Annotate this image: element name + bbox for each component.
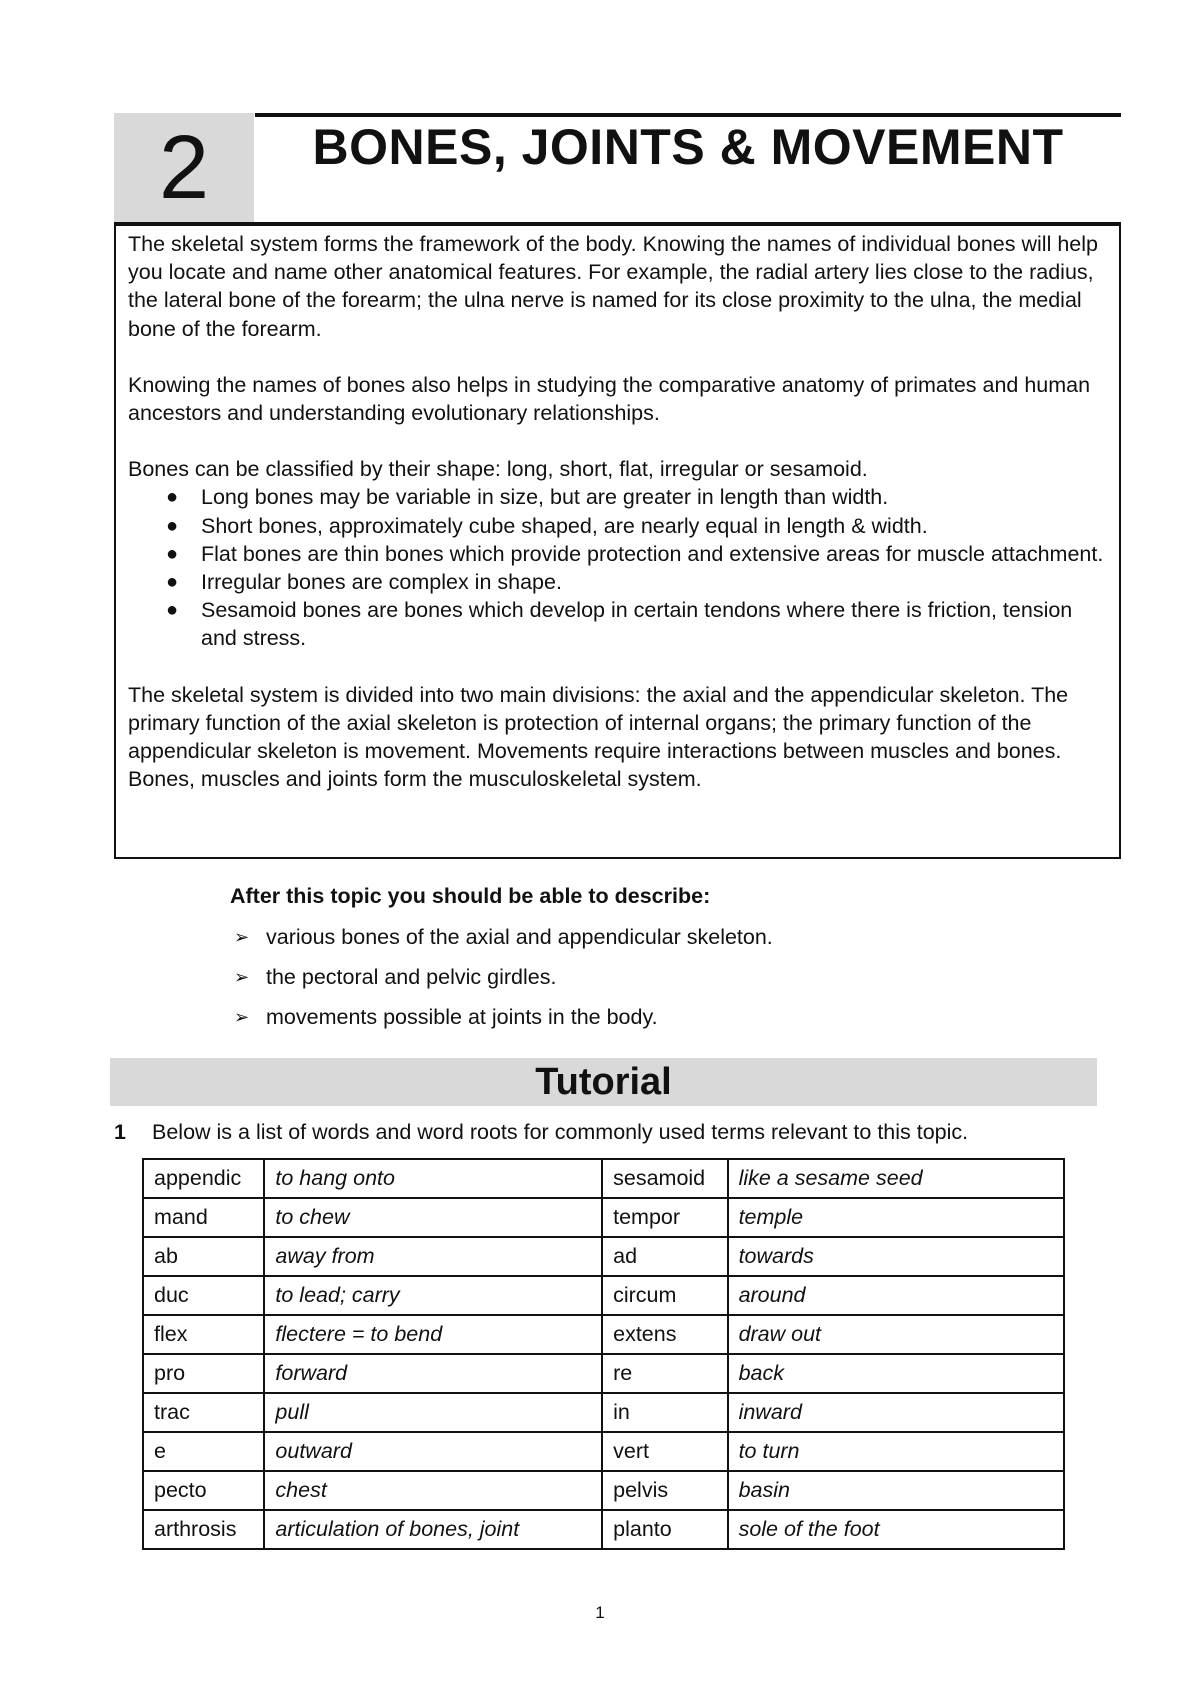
outcome-item [230, 997, 1090, 1037]
title-top-rule [255, 113, 1121, 117]
table-row [143, 1510, 1064, 1549]
meaning-cell: inward [728, 1393, 1064, 1432]
meaning-cell: basin [728, 1471, 1064, 1510]
outcome-item [230, 957, 1090, 997]
page-number: 1 [595, 1603, 605, 1622]
list-item [128, 568, 1107, 596]
arrow-bullet-icon: ➢ [234, 967, 250, 987]
list-item-text: Long bones may be variable in size, but are greater in length than width. [201, 485, 889, 510]
question-number: 1 [114, 1120, 126, 1144]
list-item-text: Flat bones are thin bones which provide protection and extensive areas for muscle attachment. [201, 541, 1104, 566]
bullet-icon: ● [166, 514, 179, 537]
table-row [143, 1471, 1064, 1510]
arrow-bullet-icon: ➢ [234, 1007, 250, 1027]
meaning-cell: forward [264, 1354, 602, 1393]
word-root-cell: ab [143, 1237, 264, 1276]
meaning-cell: back [728, 1354, 1064, 1393]
meaning-cell: flectere = to bend [264, 1315, 602, 1354]
word-root-cell: flex [143, 1315, 264, 1354]
word-root-cell: tempor [602, 1198, 727, 1237]
word-root-cell: vert [602, 1432, 727, 1471]
outcome-text: various bones of the axial and appendicular skeleton. [266, 925, 773, 949]
word-root-cell: extens [602, 1315, 727, 1354]
outcome-item [230, 917, 1090, 957]
table-row [143, 1432, 1064, 1471]
list-item [128, 596, 1107, 652]
table-row [143, 1237, 1064, 1276]
meaning-cell: outward [264, 1432, 602, 1471]
question-text: Below is a list of words and word roots for commonly used terms relevant to this topic. [152, 1120, 969, 1144]
outcome-text: the pectoral and pelvic girdles. [266, 965, 557, 989]
word-root-cell: arthrosis [143, 1510, 264, 1549]
word-root-cell: e [143, 1432, 264, 1471]
intro-paragraph-1: The skeletal system forms the framework of the body. Knowing the names of individual bones will help you locate and name other anatomical features. For example, the radial artery lies close to the radius, the lateral bone of the forearm; the ulna nerve is named for its close proximity to the ulna, the medial bone of the forearm. [128, 232, 1098, 341]
meaning-cell: towards [728, 1237, 1064, 1276]
meaning-cell: to chew [264, 1198, 602, 1237]
tutorial-heading: Tutorial [110, 1058, 1097, 1106]
intro-box [114, 226, 1121, 859]
word-root-cell: circum [602, 1276, 727, 1315]
intro-paragraph-3: Bones can be classified by their shape: long, short, flat, irregular or sesamoid. [128, 457, 868, 482]
word-root-cell: pecto [143, 1471, 264, 1510]
word-roots-table [142, 1158, 1065, 1550]
question-1 [114, 1120, 968, 1145]
word-root-cell: re [602, 1354, 727, 1393]
list-item [128, 540, 1107, 568]
meaning-cell: chest [264, 1471, 602, 1510]
meaning-cell: draw out [728, 1315, 1064, 1354]
bullet-icon: ● [166, 571, 179, 594]
word-root-cell: appendic [143, 1159, 264, 1198]
word-root-cell: duc [143, 1276, 264, 1315]
outcome-text: movements possible at joints in the body. [266, 1005, 658, 1029]
arrow-bullet-icon: ➢ [234, 927, 250, 947]
intro-paragraph-2: Knowing the names of bones also helps in studying the comparative anatomy of primates and human ancestors and understanding evolutionary relationships. [128, 372, 1091, 426]
list-item-text: Sesamoid bones are bones which develop in certain tendons where there is friction, tension and stress. [201, 598, 1073, 651]
table-row [143, 1315, 1064, 1354]
bullet-icon: ● [166, 486, 179, 509]
bone-shape-list [128, 483, 1107, 652]
meaning-cell: articulation of bones, joint [264, 1510, 602, 1549]
meaning-cell: around [728, 1276, 1064, 1315]
chapter-title: BONES, JOINTS & MOVEMENT [312, 119, 1064, 175]
outcomes-heading: After this topic you should be able to describe: [230, 884, 711, 908]
table-row [143, 1354, 1064, 1393]
meaning-cell: to turn [728, 1432, 1064, 1471]
list-item [128, 483, 1107, 511]
word-root-cell: in [602, 1393, 727, 1432]
word-root-cell: ad [602, 1237, 727, 1276]
table-row [143, 1393, 1064, 1432]
word-root-cell: pro [143, 1354, 264, 1393]
word-root-cell: pelvis [602, 1471, 727, 1510]
meaning-cell: pull [264, 1393, 602, 1432]
learning-outcomes [230, 884, 1090, 1037]
table-row [143, 1198, 1064, 1237]
list-item-text: Irregular bones are complex in shape. [201, 570, 562, 595]
word-root-cell: trac [143, 1393, 264, 1432]
table-row [143, 1276, 1064, 1315]
meaning-cell: temple [728, 1198, 1064, 1237]
intro-paragraph-4: The skeletal system is divided into two main divisions: the axial and the appendicular skeleton. The primary function of the axial skeleton is protection of internal organs; the primary function of the appendicular skeleton is movement. Movements require interactions between muscles and bones. Bones, muscles and joints form the musculoskeletal system. [128, 682, 1069, 792]
word-root-cell: mand [143, 1198, 264, 1237]
list-item-text: Short bones, approximately cube shaped, are nearly equal in length & width. [201, 513, 928, 538]
meaning-cell: to lead; carry [264, 1276, 602, 1315]
word-root-cell: sesamoid [602, 1159, 727, 1198]
chapter-number: 2 [114, 113, 254, 224]
word-root-cell: planto [602, 1510, 727, 1549]
bullet-icon: ● [166, 542, 179, 565]
list-item [128, 512, 1107, 540]
table-row [143, 1159, 1064, 1198]
meaning-cell: away from [264, 1237, 602, 1276]
meaning-cell: to hang onto [264, 1159, 602, 1198]
meaning-cell: sole of the foot [728, 1510, 1064, 1549]
bullet-icon: ● [166, 599, 179, 622]
meaning-cell: like a sesame seed [728, 1159, 1064, 1198]
